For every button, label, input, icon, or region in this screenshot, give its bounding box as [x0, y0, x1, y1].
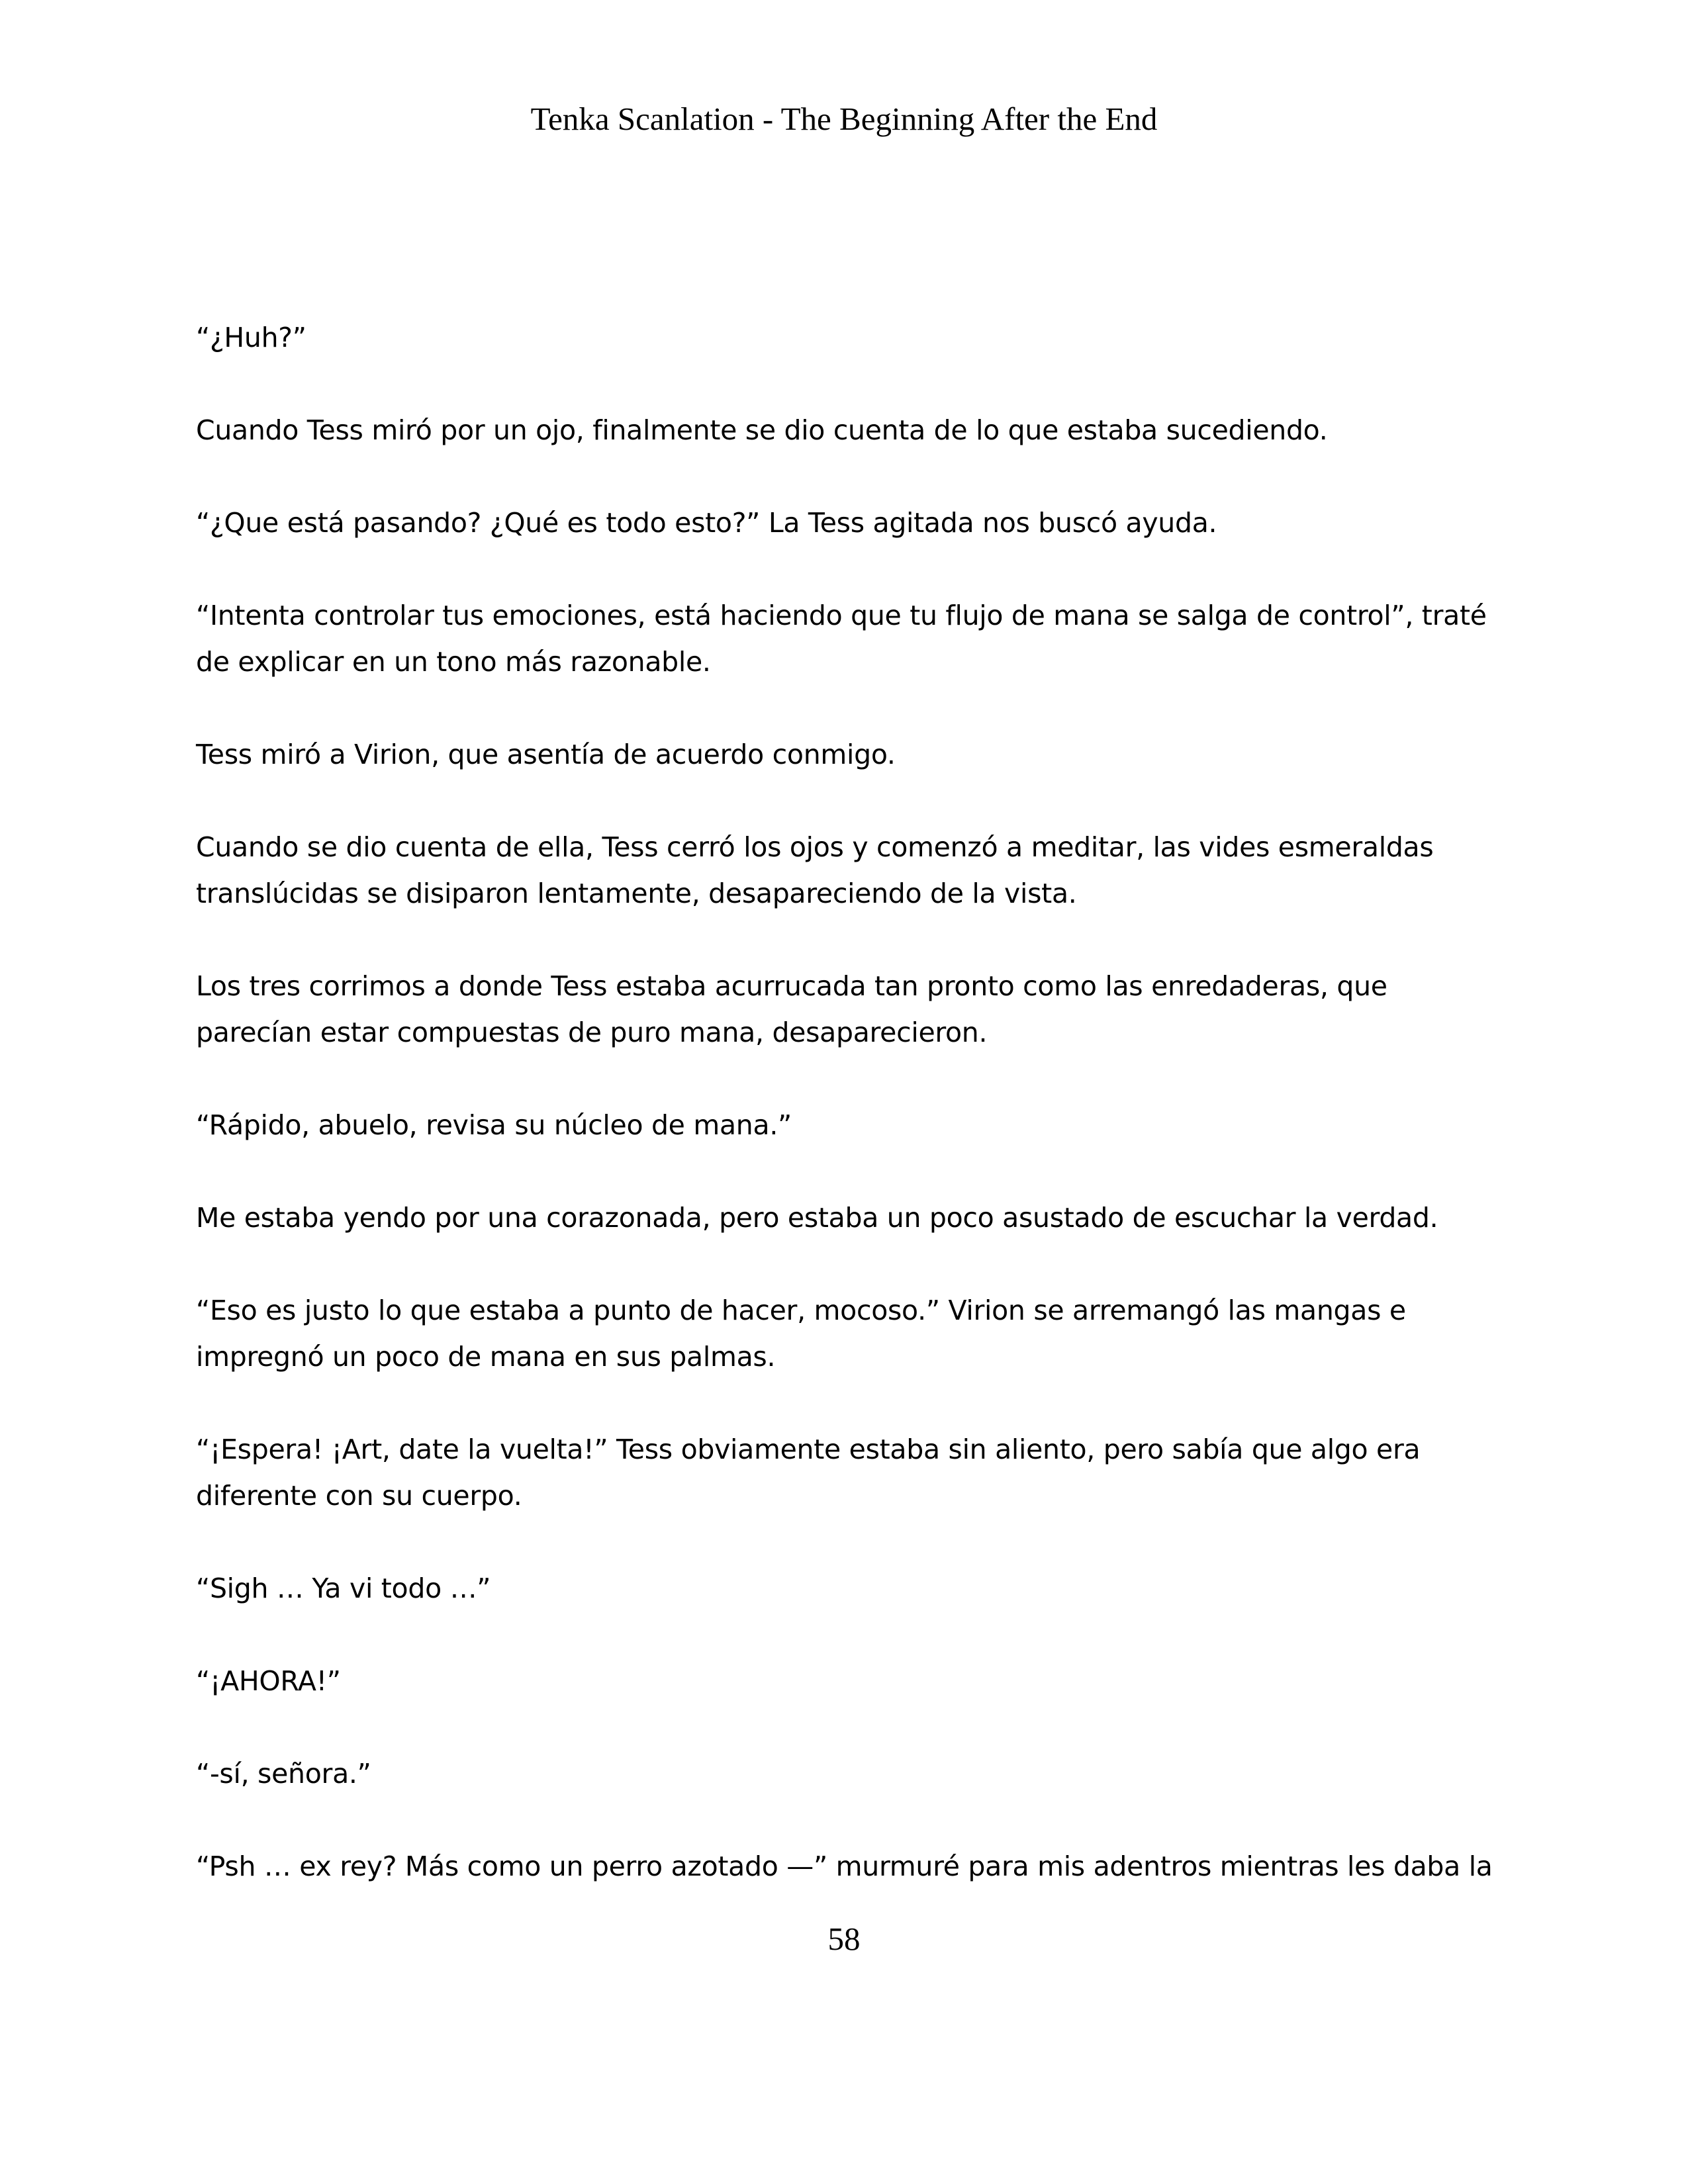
- page-number: 58: [827, 1921, 861, 1957]
- paragraph: “-sí, señora.”: [196, 1758, 371, 1790]
- paragraph: “Sigh … Ya vi todo …”: [196, 1572, 491, 1604]
- paragraph: “¡Espera! ¡Art, date la vuelta!” Tess obviamente estaba sin aliento, pero sabía que algo era diferente con su cuerpo.: [196, 1433, 1421, 1512]
- paragraph: Cuando Tess miró por un ojo, finalmente se dio cuenta de lo que estaba sucediendo.: [196, 414, 1328, 446]
- paragraph: “¡AHORA!”: [196, 1665, 341, 1697]
- paragraph: “Eso es justo lo que estaba a punto de hacer, mocoso.” Virion se arremangó las mangas e impregnó un poco de mana en sus palmas.: [196, 1295, 1406, 1373]
- paragraph: “Rápido, abuelo, revisa su núcleo de mana.”: [196, 1109, 792, 1141]
- page-header: Tenka Scanlation - The Beginning After the End: [530, 101, 1158, 137]
- paragraph: Los tres corrimos a donde Tess estaba acurrucada tan pronto como las enredaderas, que parecían estar compuestas de puro mana, desaparecieron.: [196, 970, 1387, 1048]
- paragraph: “Psh … ex rey? Más como un perro azotado —” murmuré para mis adentros mientras les daba la: [196, 1850, 1493, 1882]
- paragraph: “¿Que está pasando? ¿Qué es todo esto?” La Tess agitada nos buscó ayuda.: [196, 507, 1217, 539]
- paragraph: Tess miró a Virion, que asentía de acuerdo conmigo.: [196, 739, 896, 770]
- paragraph: “¿Huh?”: [196, 322, 306, 353]
- paragraph: “Intenta controlar tus emociones, está haciendo que tu flujo de mana se salga de control”, traté de explicar en un tono más razonable.: [196, 600, 1487, 678]
- paragraph: Cuando se dio cuenta de ella, Tess cerró los ojos y comenzó a meditar, las vides esmeraldas translúcidas se disiparon lentamente, desapareciendo de la vista.: [196, 831, 1434, 909]
- body-text: [196, 314, 1500, 1936]
- paragraph: Me estaba yendo por una corazonada, pero estaba un poco asustado de escuchar la verdad.: [196, 1202, 1438, 1234]
